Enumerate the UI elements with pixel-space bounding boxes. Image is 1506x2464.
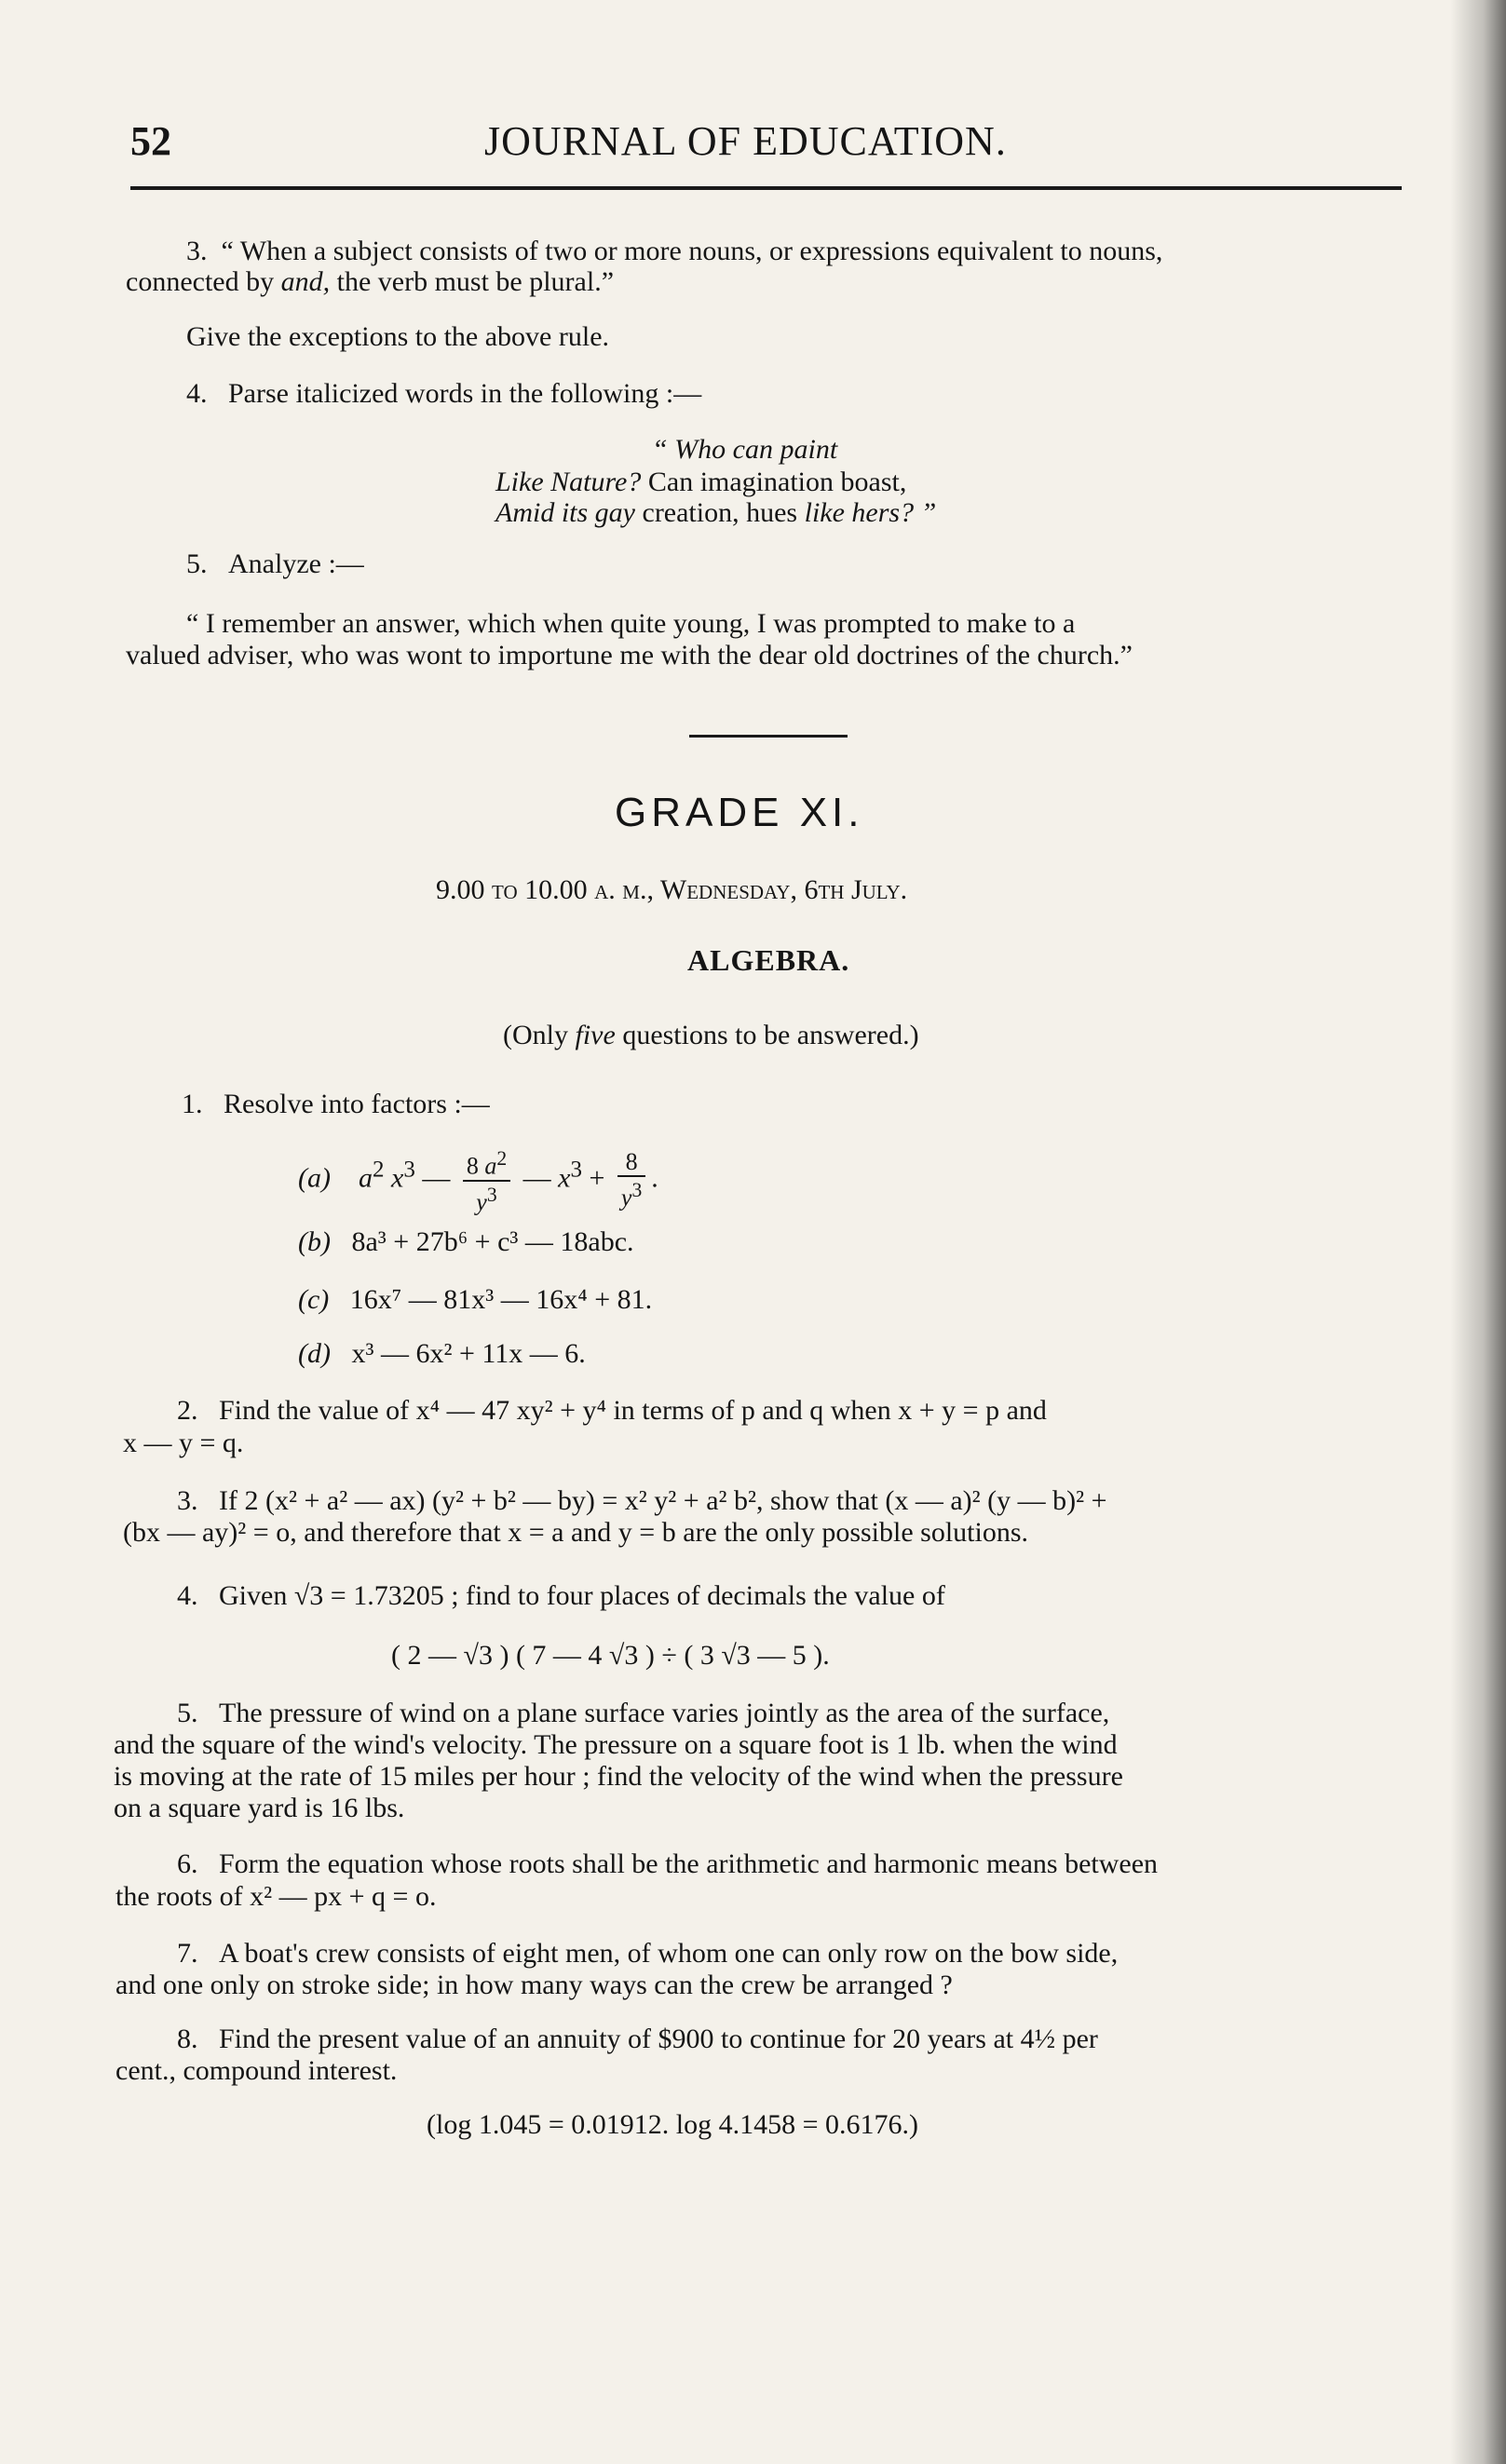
q5-quote-line-2: valued adviser, who was wont to importune me with the dear old doctrines of the church.” bbox=[126, 640, 1133, 670]
alg-q6-line-2: the roots of x² — px + q = o. bbox=[115, 1881, 437, 1912]
alg-q2-line-2: x — y = q. bbox=[123, 1428, 244, 1458]
alg-q2-line-1: 2. Find the value of x⁴ — 47 xy² + y⁴ in terms of p and q when x + y = p and bbox=[177, 1395, 1047, 1426]
subject-heading: ALGEBRA. bbox=[687, 943, 850, 977]
alg-q7-line-1: 7. A boat's crew consists of eight men, of whom one can only row on the bow side, bbox=[177, 1938, 1119, 1969]
q3-instruction: Give the exceptions to the above rule. bbox=[186, 321, 610, 352]
alg-q6-line-1: 6. Form the equation whose roots shall be the arithmetic and harmonic means between bbox=[177, 1848, 1159, 1879]
poem-line-3: Amid its gay creation, hues like hers? ” bbox=[495, 497, 937, 528]
alg-q1-c: (c) 16x⁷ — 81x³ — 16x⁴ + 81. bbox=[298, 1284, 653, 1315]
q5-quote-line-1: “ I remember an answer, which when quite young, I was prompted to make to a bbox=[186, 608, 1076, 639]
q3-line-1: 3. “ When a subject consists of two or more nouns, or expressions equivalent to nouns, bbox=[186, 236, 1163, 266]
alg-q7-line-2: and one only on stroke side; in how many ways can the crew be arranged ? bbox=[115, 1970, 953, 2000]
exam-time: 9.00 to 10.00 a. m., Wednesday, 6th July. bbox=[436, 874, 908, 905]
grade-heading: GRADE XI. bbox=[615, 790, 864, 835]
alg-q5-line-3: is moving at the rate of 15 miles per hour ; find the velocity of the wind when the pressure bbox=[114, 1761, 1123, 1792]
alg-q4-expression: ( 2 — √3 ) ( 7 — 4 √3 ) ÷ ( 3 √3 — 5 ). bbox=[391, 1640, 830, 1671]
poem-line-1: “ Who can paint bbox=[652, 434, 838, 465]
alg-q1-a: (a) $a^2$ $x^3$ — $\frac{8 a^2}{y^3}$ — $x^3$ + $\frac{8}{y^3}$ . bbox=[298, 1147, 658, 1216]
alg-q8-line-2: cent., compound interest. bbox=[115, 2055, 398, 2086]
section-divider bbox=[689, 735, 848, 738]
answer-instruction: (Only five questions to be answered.) bbox=[503, 1020, 919, 1050]
q5-line: 5. Analyze :— bbox=[186, 548, 364, 579]
q3-line-2: connected by and, the verb must be plural.” bbox=[126, 266, 615, 297]
alg-q1-b: (b) 8a³ + 27b⁶ + c³ — 18abc. bbox=[298, 1226, 634, 1257]
header-rule bbox=[130, 186, 1402, 190]
page-number: 52 bbox=[130, 118, 171, 164]
journal-title: JOURNAL OF EDUCATION. bbox=[484, 118, 1007, 164]
alg-q1-d: (d) x³ — 6x² + 11x — 6. bbox=[298, 1338, 586, 1369]
q4-line: 4. Parse italicized words in the following :— bbox=[186, 378, 702, 409]
alg-q4-line-1: 4. Given √3 = 1.73205 ; find to four places of decimals the value of bbox=[177, 1580, 945, 1611]
alg-q3-line-2: (bx — ay)² = o, and therefore that x = a and y = b are the only possible solutions. bbox=[123, 1517, 1029, 1548]
alg-q8-line-1: 8. Find the present value of an annuity of $900 to continue for 20 years at 4½ per bbox=[177, 2024, 1098, 2054]
alg-q5-line-4: on a square yard is 16 lbs. bbox=[114, 1793, 405, 1823]
log-values: (log 1.045 = 0.01912. log 4.1458 = 0.6176.) bbox=[427, 2109, 918, 2140]
page-edge-shadow bbox=[1450, 0, 1506, 2464]
alg-q1: 1. Resolve into factors :— bbox=[182, 1089, 490, 1119]
alg-q5-line-2: and the square of the wind's velocity. The pressure on a square foot is 1 lb. when the wind bbox=[114, 1729, 1118, 1760]
alg-q3-line-1: 3. If 2 (x² + a² — ax) (y² + b² — by) = x² y² + a² b², show that (x — a)² (y — b)² + bbox=[177, 1485, 1107, 1516]
poem-line-2: Like Nature? Can imagination boast, bbox=[495, 467, 907, 497]
alg-q5-line-1: 5. The pressure of wind on a plane surface varies jointly as the area of the surface, bbox=[177, 1698, 1110, 1728]
